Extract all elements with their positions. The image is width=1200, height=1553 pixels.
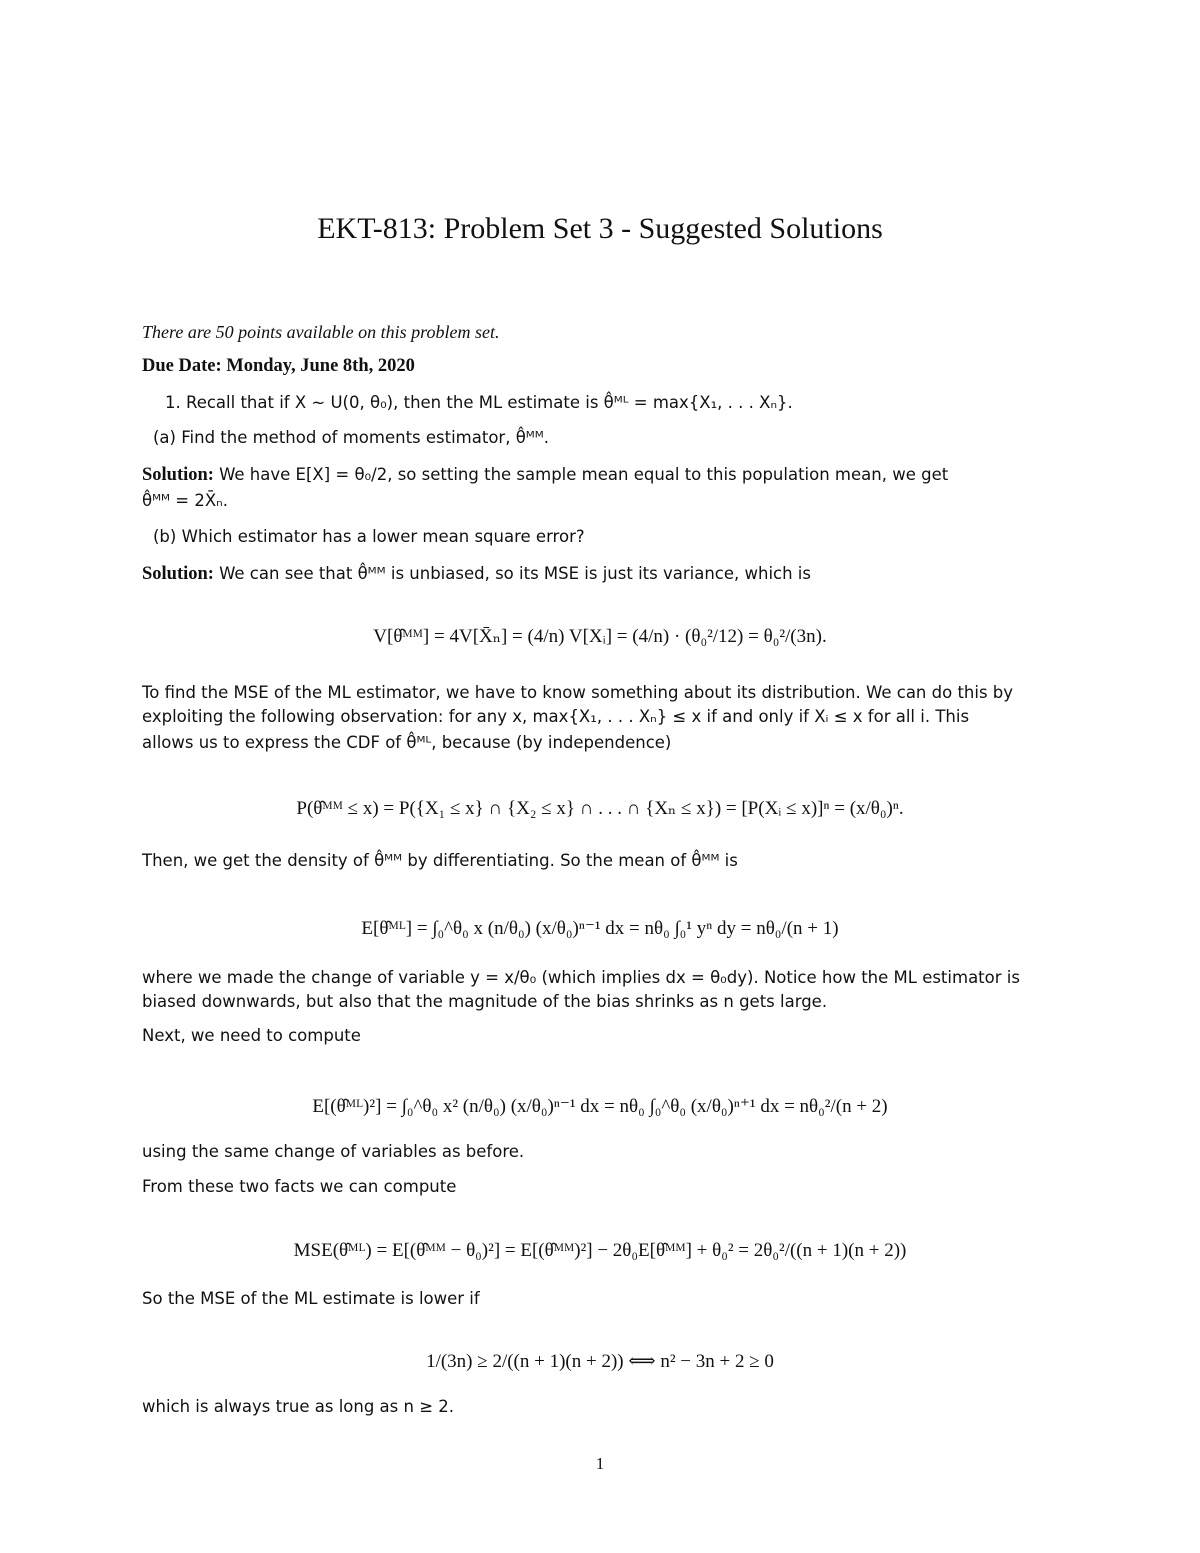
intro-text: There are 50 points available on this problem set. [142,322,500,342]
paragraph-change-line1: where we made the change of variable y = x/θ₀ (which implies dx = θ₀dy). Notice how the ML estimator is [142,968,1020,987]
solution-b-text: We can see that θ̂ᴹᴹ is unbiased, so its MSE is just its variance, which is [219,564,811,583]
due-date: Due Date: Monday, June 8th, 2020 [142,356,415,376]
equation-second-moment: E[(θ̂ᴹᴸ)²] = ∫₀^θ₀ x² (n/θ₀) (x/θ₀)ⁿ⁻¹ dx = nθ₀ ∫₀^θ₀ (x/θ₀)ⁿ⁺¹ dx = nθ₀²/(n + 2) [312,1096,888,1117]
page-title: EKT-813: Problem Set 3 - Suggested Solutions [317,212,883,245]
question-1b: (b) Which estimator has a lower mean square error? [153,527,585,546]
question-1a: (a) Find the method of moments estimator, θ̂ᴹᴹ. [153,428,549,447]
paragraph-lower: So the MSE of the ML estimate is lower if [142,1289,480,1308]
paragraph-always-true: which is always true as long as n ≥ 2. [142,1397,455,1416]
solution-b-label: Solution: [142,564,214,584]
paragraph-change-line2: biased downwards, but also that the magnitude of the bias shrinks as n gets large. [142,992,828,1011]
question-1: 1. Recall that if X ∼ U(0, θ₀), then the ML estimate is θ̂ᴹᴸ = max{X₁, . . . Xₙ}. [165,393,793,412]
solution-a-line2: θ̂ᴹᴹ = 2X̄ₙ. [142,491,228,510]
paragraph-density: Then, we get the density of θ̂ᴹᴹ by differentiating. So the mean of θ̂ᴹᴹ is [142,851,738,870]
paragraph-ml-line1: To find the MSE of the ML estimator, we have to know something about its distribution. We can do this by [142,683,1014,702]
solution-a-label: Solution: [142,465,214,485]
solution-a-line1: We have E[X] = θ₀/2, so setting the sample mean equal to this population mean, we get [219,465,949,484]
paragraph-next: Next, we need to compute [142,1026,361,1045]
solution-a [142,463,948,487]
equation-mse: MSE(θ̂ᴹᴸ) = E[(θ̂ᴹᴹ − θ₀)²] = E[(θ̂ᴹᴹ)²] − 2θ₀E[θ̂ᴹᴹ] + θ₀² = 2θ₀²/((n + 1)(n + 2)) [293,1240,907,1261]
paragraph-same-change: using the same change of variables as before. [142,1142,525,1161]
page-number: 1 [595,1454,605,1473]
paragraph-two-facts: From these two facts we can compute [142,1177,457,1196]
equation-mean: E[θ̂ᴹᴸ] = ∫₀^θ₀ x (n/θ₀) (x/θ₀)ⁿ⁻¹ dx = nθ₀ ∫₀¹ yⁿ dy = nθ₀/(n + 1) [361,918,839,939]
paragraph-ml-line2: exploiting the following observation: for any x, max{X₁, . . . Xₙ} ≤ x if and only if Xᵢ ≤ x for all i. This [142,707,970,726]
solution-b [142,562,811,586]
paragraph-ml-line3: allows us to express the CDF of θ̂ᴹᴸ, because (by independence) [142,733,672,752]
equation-variance: V[θ̂ᴹᴹ] = 4V[X̄ₙ] = (4/n) V[Xᵢ] = (4/n) · (θ₀²/12) = θ₀²/(3n). [373,626,827,647]
equation-inequality: 1/(3n) ≥ 2/((n + 1)(n + 2)) ⟺ n² − 3n + 2 ≥ 0 [426,1351,774,1372]
equation-cdf: P(θ̂ᴹᴹ ≤ x) = P({X₁ ≤ x} ∩ {X₂ ≤ x} ∩ . . . ∩ {Xₙ ≤ x}) = [P(Xᵢ ≤ x)]ⁿ = (x/θ₀)ⁿ. [296,798,904,819]
